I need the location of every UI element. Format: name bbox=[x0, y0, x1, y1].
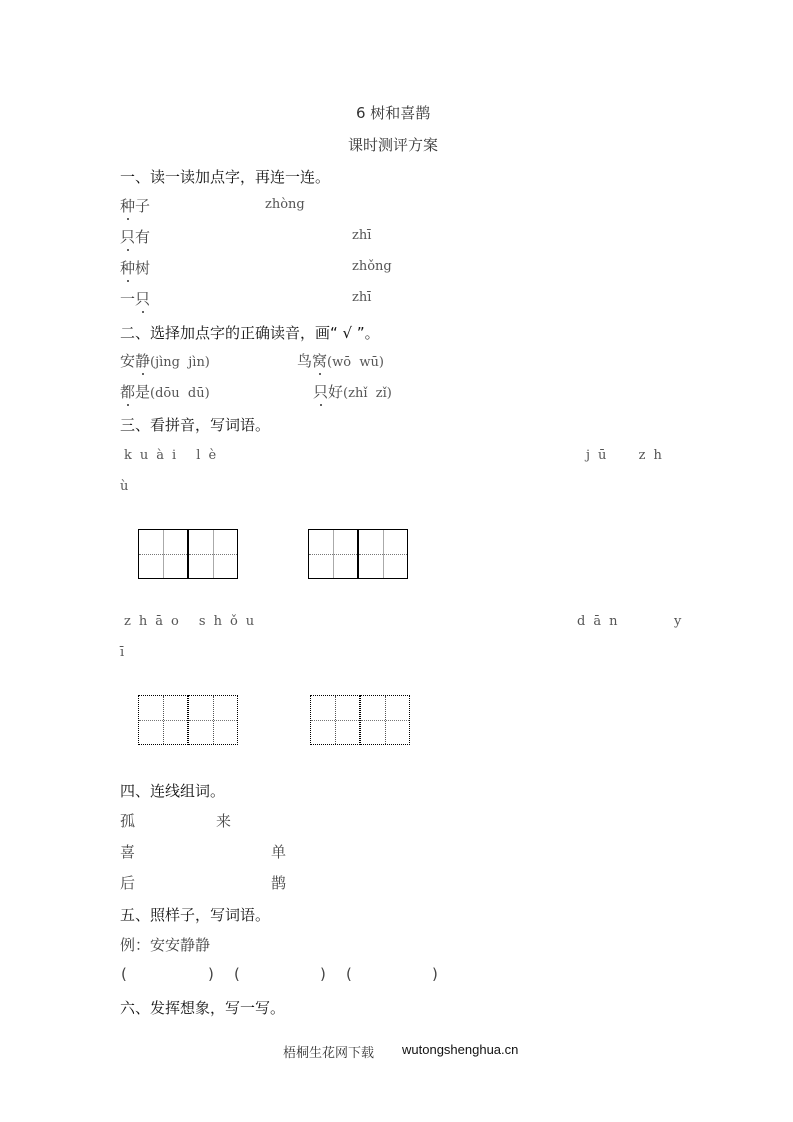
match-left-3[interactable]: 后 bbox=[120, 874, 136, 892]
writing-cell[interactable] bbox=[360, 695, 410, 745]
dotted-char: 种 bbox=[120, 259, 136, 277]
answer-blank-1[interactable] bbox=[132, 962, 204, 984]
section6-heading: 六、发挥想象，写一写。 bbox=[120, 999, 286, 1017]
pinyin-options[interactable]: (wō wū) bbox=[327, 355, 384, 370]
match-right-2[interactable]: 单 bbox=[271, 843, 287, 861]
dotted-char: 静 bbox=[135, 352, 151, 370]
writing-grid-2b[interactable] bbox=[358, 529, 458, 579]
document-subtitle: 课时测评方案 bbox=[348, 136, 439, 154]
dotted-char: 窝 bbox=[312, 352, 328, 370]
pinyin-3: zhǒng bbox=[352, 259, 392, 274]
pinyin-prompt-4-wrap: ī bbox=[120, 645, 133, 660]
dotted-char: 都 bbox=[120, 383, 136, 401]
writing-cell[interactable] bbox=[188, 695, 238, 745]
section3-heading: 三、看拼音，写词语。 bbox=[120, 416, 271, 434]
document-title: 6 树和喜鹊 bbox=[356, 104, 431, 122]
blank-2-open: ( bbox=[234, 965, 240, 983]
section1-heading: 一、读一读加点字，再连一连。 bbox=[120, 168, 331, 186]
word-rest: 子 bbox=[135, 197, 151, 215]
answer-blank-3[interactable] bbox=[357, 962, 429, 984]
pinyin-prompt-1: kuài lè bbox=[124, 448, 225, 463]
word-1 bbox=[120, 195, 150, 216]
writing-grid-4b[interactable] bbox=[360, 695, 460, 745]
pinyin-2: zhī bbox=[352, 228, 372, 243]
dotted-char: 只 bbox=[313, 383, 329, 401]
match-left-1[interactable]: 孤 bbox=[120, 812, 136, 830]
writing-cell[interactable] bbox=[358, 529, 408, 579]
pinyin-options[interactable]: (zhǐ zǐ) bbox=[343, 386, 392, 401]
writing-grid-1b[interactable] bbox=[188, 529, 288, 579]
blank-1-close: ) bbox=[208, 965, 214, 983]
choice-item-3 bbox=[120, 381, 210, 402]
choice-item-1 bbox=[120, 350, 210, 371]
section2-heading: 二、选择加点字的正确读音，画“ √ ”。 bbox=[120, 324, 380, 342]
dotted-char: 种 bbox=[120, 197, 136, 215]
blank-1-open: ( bbox=[121, 965, 127, 983]
dotted-char: 只 bbox=[120, 228, 136, 246]
blank-3-open: ( bbox=[346, 965, 352, 983]
pinyin-prompt-3: zhāo shǒu bbox=[124, 614, 263, 629]
word-pre: 一 bbox=[120, 290, 136, 308]
word-rest: 有 bbox=[135, 228, 151, 246]
choice-item-2 bbox=[297, 350, 384, 371]
word-3 bbox=[120, 257, 150, 278]
writing-grid-3b[interactable] bbox=[188, 695, 288, 745]
word-rest: 树 bbox=[135, 259, 151, 277]
footer-source-url[interactable]: wutongshenghua.cn bbox=[402, 1042, 519, 1057]
word-4 bbox=[120, 288, 150, 309]
match-right-1[interactable]: 来 bbox=[216, 812, 232, 830]
section4-heading: 四、连线组词。 bbox=[120, 782, 226, 800]
pinyin-options[interactable]: (jìng jìn) bbox=[150, 355, 210, 370]
word-2 bbox=[120, 226, 150, 247]
pinyin-4: zhī bbox=[352, 290, 372, 305]
word-rest: 是 bbox=[135, 383, 151, 401]
match-left-2[interactable]: 喜 bbox=[120, 843, 136, 861]
word-pre: 鸟 bbox=[297, 352, 313, 370]
writing-cell[interactable] bbox=[310, 695, 360, 745]
footer-source-cn: 梧桐生花网下载 bbox=[283, 1046, 375, 1061]
writing-cell[interactable] bbox=[188, 529, 238, 579]
choice-item-4 bbox=[313, 381, 392, 402]
writing-cell[interactable] bbox=[138, 695, 188, 745]
blank-2-close: ) bbox=[320, 965, 326, 983]
example-text: 例：安安静静 bbox=[120, 936, 211, 954]
pinyin-prompt-2-wrap: ù bbox=[120, 479, 137, 494]
match-right-3[interactable]: 鹊 bbox=[271, 874, 287, 892]
word-rest: 好 bbox=[328, 383, 344, 401]
writing-cell[interactable] bbox=[138, 529, 188, 579]
section5-heading: 五、照样子，写词语。 bbox=[120, 906, 271, 924]
blank-3-close: ) bbox=[432, 965, 438, 983]
answer-blank-2[interactable] bbox=[245, 962, 317, 984]
writing-cell[interactable] bbox=[308, 529, 358, 579]
dotted-char: 只 bbox=[135, 290, 151, 308]
pinyin-prompt-2: jū zh bbox=[586, 448, 670, 463]
word-pre: 安 bbox=[120, 352, 136, 370]
pinyin-prompt-4: dān y bbox=[577, 614, 690, 629]
pinyin-1: zhòng bbox=[265, 197, 305, 212]
pinyin-options[interactable]: (dōu dū) bbox=[150, 386, 210, 401]
